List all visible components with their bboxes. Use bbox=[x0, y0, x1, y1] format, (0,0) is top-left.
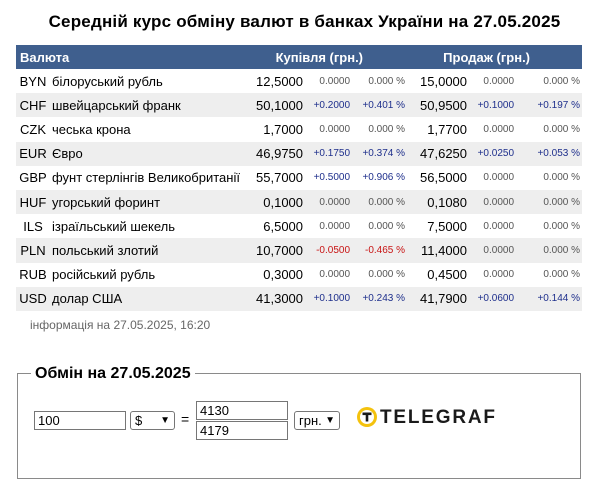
sell-change: 0.0000 bbox=[467, 117, 514, 141]
buy-change-percent: +0.906 % bbox=[350, 166, 407, 190]
table-row bbox=[16, 142, 582, 166]
buy-change: +0.2000 bbox=[303, 93, 350, 117]
sell-rate: 7,5000 bbox=[407, 214, 467, 238]
header-currency: Валюта bbox=[16, 45, 243, 69]
info-timestamp: інформація на 27.05.2025, 16:20 bbox=[30, 318, 211, 332]
header-buy: Купівля (грн.) bbox=[243, 45, 407, 69]
buy-change: +0.1000 bbox=[303, 287, 350, 311]
telegraf-t-icon bbox=[356, 406, 378, 433]
sell-change: 0.0000 bbox=[467, 263, 514, 287]
buy-rate: 10,7000 bbox=[243, 238, 303, 262]
buy-change-percent: 0.000 % bbox=[350, 190, 407, 214]
buy-change-percent: +0.374 % bbox=[350, 142, 407, 166]
chevron-down-icon: ▼ bbox=[325, 415, 335, 426]
buy-change: +0.1750 bbox=[303, 142, 350, 166]
currency-name: білоруський рубль bbox=[50, 69, 243, 93]
table-row bbox=[16, 238, 582, 262]
sell-change-percent: 0.000 % bbox=[514, 69, 582, 93]
buy-change: +0.5000 bbox=[303, 166, 350, 190]
page-title: Середній курс обміну валют в банках України на 27.05.2025 bbox=[48, 12, 561, 31]
result-sell-field[interactable] bbox=[196, 421, 288, 440]
buy-rate: 0,3000 bbox=[243, 263, 303, 287]
buy-change-percent: +0.401 % bbox=[350, 93, 407, 117]
sell-change: 0.0000 bbox=[467, 166, 514, 190]
rates-table bbox=[16, 45, 582, 311]
sell-change-percent: +0.053 % bbox=[514, 142, 582, 166]
sell-change: 0.0000 bbox=[467, 238, 514, 262]
currency-name: швейцарський франк bbox=[50, 93, 243, 117]
sell-change-percent: 0.000 % bbox=[514, 263, 582, 287]
buy-change-percent: 0.000 % bbox=[350, 214, 407, 238]
currency-code: BYN bbox=[16, 69, 50, 93]
sell-change-percent: +0.144 % bbox=[514, 287, 582, 311]
buy-rate: 41,3000 bbox=[243, 287, 303, 311]
buy-change: 0.0000 bbox=[303, 69, 350, 93]
currency-code: PLN bbox=[16, 238, 50, 262]
buy-rate: 46,9750 bbox=[243, 142, 303, 166]
telegraf-logo: TELEGRAF bbox=[380, 407, 497, 428]
sell-change-percent: 0.000 % bbox=[514, 214, 582, 238]
sell-rate: 47,6250 bbox=[407, 142, 467, 166]
sell-change: 0.0000 bbox=[467, 190, 514, 214]
sell-rate: 0,4500 bbox=[407, 263, 467, 287]
table-row bbox=[16, 93, 582, 117]
result-buy-field[interactable] bbox=[196, 401, 288, 420]
buy-change: 0.0000 bbox=[303, 190, 350, 214]
buy-rate: 1,7000 bbox=[243, 117, 303, 141]
buy-rate: 55,7000 bbox=[243, 166, 303, 190]
currency-code: RUB bbox=[16, 263, 50, 287]
currency-code: ILS bbox=[16, 214, 50, 238]
sell-change-percent: 0.000 % bbox=[514, 238, 582, 262]
buy-rate: 6,5000 bbox=[243, 214, 303, 238]
currency-name: фунт стерлінгів Великобританії bbox=[50, 166, 243, 190]
buy-change: 0.0000 bbox=[303, 263, 350, 287]
sell-rate: 1,7700 bbox=[407, 117, 467, 141]
table-row bbox=[16, 214, 582, 238]
table-row bbox=[16, 166, 582, 190]
to-currency-select[interactable] bbox=[294, 411, 340, 430]
buy-change-percent: 0.000 % bbox=[350, 117, 407, 141]
buy-rate: 12,5000 bbox=[243, 69, 303, 93]
buy-change-percent: 0.000 % bbox=[350, 69, 407, 93]
currency-code: GBP bbox=[16, 166, 50, 190]
amount-input[interactable] bbox=[34, 411, 126, 430]
sell-rate: 0,1080 bbox=[407, 190, 467, 214]
table-row bbox=[16, 69, 582, 93]
sell-change: 0.0000 bbox=[467, 69, 514, 93]
sell-change-percent: 0.000 % bbox=[514, 166, 582, 190]
table-row bbox=[16, 287, 582, 311]
currency-code: EUR bbox=[16, 142, 50, 166]
currency-name: чеська крона bbox=[50, 117, 243, 141]
currency-code: USD bbox=[16, 287, 50, 311]
currency-name: польський злотий bbox=[50, 238, 243, 262]
currency-name: ізраїльський шекель bbox=[50, 214, 243, 238]
sell-change-percent: 0.000 % bbox=[514, 190, 582, 214]
buy-change: -0.0500 bbox=[303, 238, 350, 262]
sell-change-percent: +0.197 % bbox=[514, 93, 582, 117]
currency-name: Євро bbox=[50, 142, 243, 166]
buy-rate: 0,1000 bbox=[243, 190, 303, 214]
currency-name: російський рубль bbox=[50, 263, 243, 287]
sell-rate: 11,4000 bbox=[407, 238, 467, 262]
sell-rate: 56,5000 bbox=[407, 166, 467, 190]
sell-change-percent: 0.000 % bbox=[514, 117, 582, 141]
sell-change: +0.0250 bbox=[467, 142, 514, 166]
table-row bbox=[16, 263, 582, 287]
from-currency-select[interactable] bbox=[130, 411, 175, 430]
currency-name: угорський форинт bbox=[50, 190, 243, 214]
currency-code: HUF bbox=[16, 190, 50, 214]
table-header bbox=[16, 45, 582, 69]
to-currency-value: грн. bbox=[299, 413, 322, 428]
currency-code: CHF bbox=[16, 93, 50, 117]
from-currency-value: $ bbox=[135, 413, 143, 428]
table-row bbox=[16, 117, 582, 141]
table-row bbox=[16, 190, 582, 214]
exchange-legend: Обмін на 27.05.2025 bbox=[31, 365, 195, 383]
buy-change-percent: -0.465 % bbox=[350, 238, 407, 262]
sell-rate: 15,0000 bbox=[407, 69, 467, 93]
sell-rate: 41,7900 bbox=[407, 287, 467, 311]
chevron-down-icon: ▼ bbox=[160, 415, 170, 426]
buy-change: 0.0000 bbox=[303, 214, 350, 238]
currency-name: долар США bbox=[50, 287, 243, 311]
buy-change-percent: +0.243 % bbox=[350, 287, 407, 311]
buy-rate: 50,1000 bbox=[243, 93, 303, 117]
buy-change-percent: 0.000 % bbox=[350, 263, 407, 287]
buy-change: 0.0000 bbox=[303, 117, 350, 141]
header-sell: Продаж (грн.) bbox=[407, 45, 582, 69]
sell-change: +0.0600 bbox=[467, 287, 514, 311]
sell-rate: 50,9500 bbox=[407, 93, 467, 117]
sell-change: +0.1000 bbox=[467, 93, 514, 117]
equals-sign: = bbox=[181, 411, 190, 427]
currency-code: CZK bbox=[16, 117, 50, 141]
sell-change: 0.0000 bbox=[467, 214, 514, 238]
